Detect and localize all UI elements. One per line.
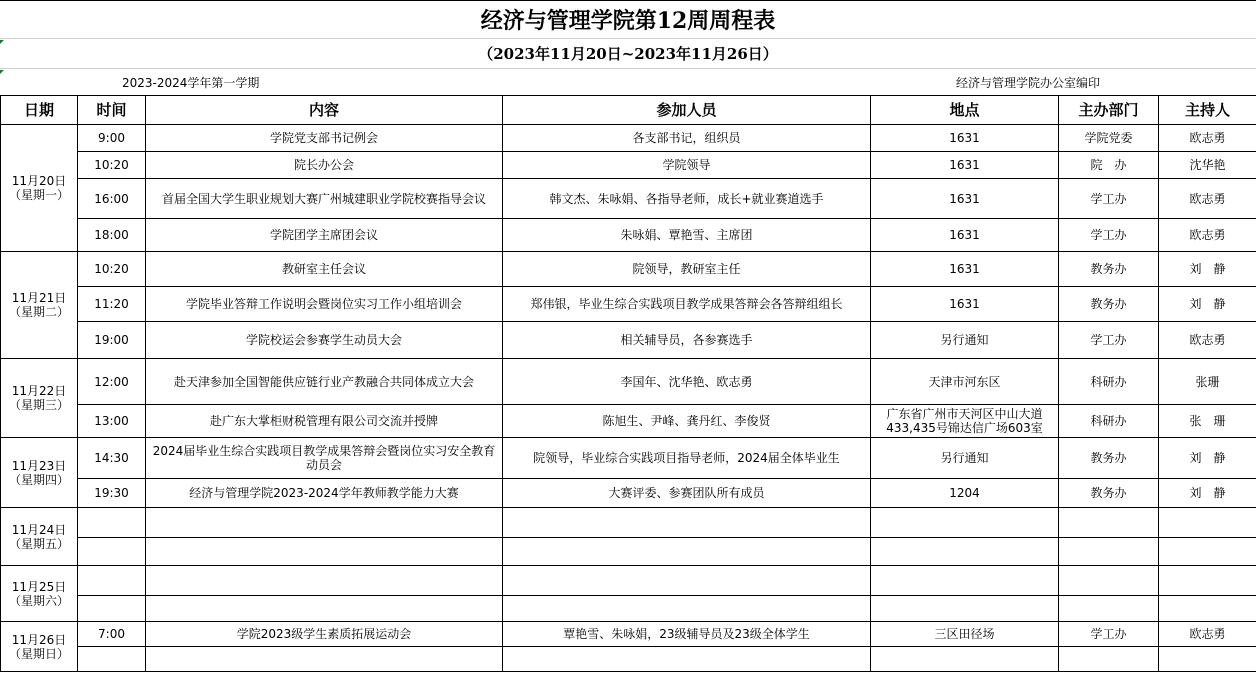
cell-department: 教务办	[1059, 479, 1159, 508]
weekday-label: （星期日）	[8, 646, 69, 661]
cell-content: 学院团学主席团会议	[146, 219, 503, 252]
cell-participants: 院领导，毕业综合实践项目指导老师，2024届全体毕业生	[503, 438, 871, 479]
cell-department: 学工办	[1059, 322, 1159, 359]
cell-participants	[503, 508, 871, 538]
cell-participants	[503, 596, 871, 622]
cell-content	[146, 647, 503, 672]
schedule-row	[1, 322, 1256, 359]
cell-location: 1631	[871, 219, 1059, 252]
cell-host: 欧志勇	[1159, 322, 1256, 359]
date-label: 11月23日	[11, 458, 67, 473]
cell-content: 学院校运会参赛学生动员大会	[146, 322, 503, 359]
cell-location	[871, 566, 1059, 596]
cell-participants: 相关辅导员，各参赛选手	[503, 322, 871, 359]
header-department: 主办部门	[1059, 96, 1159, 125]
cell-location: 另行通知	[871, 438, 1059, 479]
cell-location: 1631	[871, 125, 1059, 152]
cell-participants	[503, 647, 871, 672]
cell-department: 科研办	[1059, 405, 1159, 438]
cell-participants: 各支部书记，组织员	[503, 125, 871, 152]
compiler-label: 经济与管理学院办公室编印	[956, 76, 1101, 90]
cell-time	[78, 538, 146, 566]
date-cell	[1, 438, 78, 508]
cell-participants: 陈旭生、尹峰、龚丹红、李俊贤	[503, 405, 871, 438]
date-range-subtitle: （2023年11月20日~2023年11月26日）	[0, 39, 1256, 69]
cell-marker-icon	[0, 70, 4, 74]
cell-department: 学工办	[1059, 179, 1159, 219]
header-location: 地点	[871, 96, 1059, 125]
date-label: 11月25日	[11, 579, 67, 594]
cell-host: 刘 静	[1159, 479, 1256, 508]
cell-location: 1631	[871, 152, 1059, 179]
page-title: 经济与管理学院第12周周程表	[0, 0, 1256, 39]
cell-participants: 郑伟银，毕业生综合实践项目教学成果答辩会各答辩组组长	[503, 287, 871, 322]
cell-time: 7:00	[78, 622, 146, 647]
cell-location: 三区田径场	[871, 622, 1059, 647]
cell-host	[1159, 647, 1256, 672]
cell-host	[1159, 508, 1256, 538]
schedule-row	[1, 287, 1256, 322]
cell-content: 经济与管理学院2023-2024学年教师教学能力大赛	[146, 479, 503, 508]
cell-host: 张 珊	[1159, 405, 1256, 438]
cell-department: 院 办	[1059, 152, 1159, 179]
date-label: 11月22日	[11, 384, 67, 398]
cell-location	[871, 538, 1059, 566]
header-participants: 参加人员	[503, 96, 871, 125]
schedule-row	[1, 125, 1256, 152]
cell-time: 11:20	[78, 287, 146, 322]
schedule-row	[1, 508, 1256, 538]
cell-content: 院长办公会	[146, 152, 503, 179]
schedule-row	[1, 647, 1256, 672]
date-label: 11月24日	[11, 522, 67, 537]
cell-department: 教务办	[1059, 438, 1159, 479]
date-cell	[1, 359, 78, 438]
cell-participants	[503, 566, 871, 596]
cell-content	[146, 596, 503, 622]
cell-time: 13:00	[78, 405, 146, 438]
cell-time: 16:00	[78, 179, 146, 219]
cell-department	[1059, 596, 1159, 622]
cell-host: 刘 静	[1159, 287, 1256, 322]
weekday-label: （星期三）	[8, 398, 69, 412]
cell-location	[871, 596, 1059, 622]
schedule-table	[0, 95, 1256, 672]
schedule-row	[1, 596, 1256, 622]
date-cell	[1, 252, 78, 359]
cell-content: 教研室主任会议	[146, 252, 503, 287]
header-content: 内容	[146, 96, 503, 125]
cell-department	[1059, 647, 1159, 672]
cell-department: 教务办	[1059, 252, 1159, 287]
cell-host: 欧志勇	[1159, 219, 1256, 252]
cell-host: 欧志勇	[1159, 125, 1256, 152]
date-cell	[1, 622, 78, 672]
semester-label: 2023-2024学年第一学期	[122, 76, 260, 90]
date-cell	[1, 508, 78, 566]
weekday-label: （星期五）	[8, 536, 69, 551]
cell-department: 学工办	[1059, 622, 1159, 647]
cell-department	[1059, 538, 1159, 566]
cell-host: 沈华艳	[1159, 152, 1256, 179]
header-host: 主持人	[1159, 96, 1256, 125]
cell-participants: 学院领导	[503, 152, 871, 179]
date-cell	[1, 125, 78, 252]
cell-time: 18:00	[78, 219, 146, 252]
cell-time: 9:00	[78, 125, 146, 152]
schedule-row	[1, 479, 1256, 508]
cell-content: 学院2023级学生素质拓展运动会	[146, 622, 503, 647]
cell-participants: 院领导，教研室主任	[503, 252, 871, 287]
cell-location	[871, 508, 1059, 538]
date-label: 11月21日	[11, 291, 67, 305]
cell-participants: 韩文杰、朱咏娟、各指导老师，成长+就业赛道选手	[503, 179, 871, 219]
cell-content: 赴广东大掌柜财税管理有限公司交流并授牌	[146, 405, 503, 438]
cell-content: 首届全国大学生职业规划大赛广州城建职业学院校赛指导会议	[146, 179, 503, 219]
cell-participants: 李国年、沈华艳、欧志勇	[503, 359, 871, 405]
cell-participants: 朱咏娟、覃艳雪、主席团	[503, 219, 871, 252]
cell-host: 刘 静	[1159, 438, 1256, 479]
header-row	[1, 96, 1256, 125]
weekday-label: （星期四）	[8, 472, 69, 487]
cell-participants: 覃艳雪、朱咏娟，23级辅导员及23级全体学生	[503, 622, 871, 647]
cell-host: 欧志勇	[1159, 179, 1256, 219]
cell-content	[146, 538, 503, 566]
cell-time	[78, 508, 146, 538]
cell-content: 学院毕业答辩工作说明会暨岗位实习工作小组培训会	[146, 287, 503, 322]
date-label: 11月26日	[11, 632, 67, 647]
cell-time: 12:00	[78, 359, 146, 405]
cell-time	[78, 566, 146, 596]
cell-location: 1631	[871, 179, 1059, 219]
header-date: 日期	[1, 96, 78, 125]
schedule-row	[1, 538, 1256, 566]
cell-department	[1059, 566, 1159, 596]
cell-department: 学工办	[1059, 219, 1159, 252]
cell-content	[146, 566, 503, 596]
schedule-row	[1, 622, 1256, 647]
schedule-row	[1, 405, 1256, 438]
cell-time: 19:00	[78, 322, 146, 359]
schedule-row	[1, 252, 1256, 287]
date-cell	[1, 566, 78, 622]
cell-location: 1204	[871, 479, 1059, 508]
cell-location: 另行通知	[871, 322, 1059, 359]
cell-time: 10:20	[78, 152, 146, 179]
header-time: 时间	[78, 96, 146, 125]
cell-content: 2024届毕业生综合实践项目教学成果答辩会暨岗位实习安全教育动员会	[146, 438, 503, 479]
cell-department	[1059, 508, 1159, 538]
cell-department: 科研办	[1059, 359, 1159, 405]
schedule-row	[1, 359, 1256, 405]
weekday-label: （星期六）	[8, 593, 69, 608]
cell-time: 19:30	[78, 479, 146, 508]
cell-department: 学院党委	[1059, 125, 1159, 152]
schedule-row	[1, 219, 1256, 252]
weekday-label: （星期一）	[8, 188, 69, 202]
cell-host: 张珊	[1159, 359, 1256, 405]
cell-time	[78, 647, 146, 672]
date-label: 11月20日	[11, 174, 67, 188]
cell-participants: 大赛评委、参赛团队所有成员	[503, 479, 871, 508]
cell-host	[1159, 566, 1256, 596]
weekday-label: （星期二）	[8, 305, 69, 319]
cell-location	[871, 647, 1059, 672]
cell-host: 刘 静	[1159, 252, 1256, 287]
cell-location: 天津市河东区	[871, 359, 1059, 405]
schedule-row	[1, 438, 1256, 479]
cell-location: 广东省广州市天河区中山大道433,435号锦达信广场603室	[871, 405, 1059, 438]
cell-host	[1159, 538, 1256, 566]
schedule-body	[1, 125, 1256, 672]
cell-time: 14:30	[78, 438, 146, 479]
cell-host: 欧志勇	[1159, 622, 1256, 647]
cell-participants	[503, 538, 871, 566]
cell-time	[78, 596, 146, 622]
cell-location: 1631	[871, 287, 1059, 322]
cell-location: 1631	[871, 252, 1059, 287]
schedule-row	[1, 566, 1256, 596]
cell-content	[146, 508, 503, 538]
schedule-row	[1, 152, 1256, 179]
schedule-row	[1, 179, 1256, 219]
cell-host	[1159, 596, 1256, 622]
cell-time: 10:20	[78, 252, 146, 287]
cell-content: 学院党支部书记例会	[146, 125, 503, 152]
cell-department: 教务办	[1059, 287, 1159, 322]
cell-content: 赴天津参加全国智能供应链行业产教融合共同体成立大会	[146, 359, 503, 405]
